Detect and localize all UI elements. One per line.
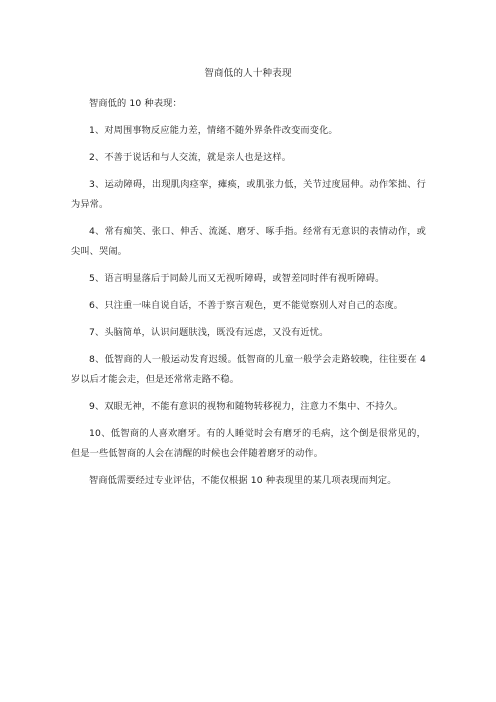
intro-paragraph: 智商低的 10 种表现： [89, 98, 182, 109]
list-item-4: 4、常有痴笑、张口、伸舌、流涎、磨牙、啄手指。经常有无意识的表情动作，或尖叫、哭闹。 [71, 226, 426, 257]
list-item-1: 1、对周围事物反应能力差，情绪不随外界条件改变而变化。 [89, 125, 338, 136]
list-item-7: 7、头脑简单，认识问题肤浅，既没有远虑，又没有近忧。 [89, 327, 329, 338]
document-title: 智商低的人十种表现 [204, 68, 292, 79]
list-item-5: 5、语言明显落后于同龄儿而又无视听障碍，或智差同时伴有视听障碍。 [89, 273, 385, 284]
list-item-2: 2、不善于说话和与人交流，就是亲人也是这样。 [89, 152, 292, 163]
list-item-8: 8、低智商的人一般运动发育迟缓。低智商的儿童一般学会走路较晚，往往要在 4 岁以后才能会走，但是还常常走路不稳。 [71, 354, 426, 385]
list-item-3: 3、运动障碍，出现肌肉痉挛，瘫痪，或肌张力低，关节过度屈伸。动作笨拙、行为异常。 [71, 179, 426, 210]
list-item-10: 10、低智商的人喜欢磨牙。有的人睡觉时会有磨牙的毛病，这个倒是很常见的，但是一些低智商的人会在清醒的时候也会伴随着磨牙的动作。 [71, 428, 426, 459]
list-item-6: 6、只注重一味自说自话，不善于察言观色，更不能觉察别人对自己的态度。 [89, 300, 404, 311]
list-item-9: 9、双眼无神，不能有意识的视物和随物转移视力，注意力不集中、不持久。 [89, 401, 404, 412]
conclusion-paragraph: 智商低需要经过专业评估，不能仅根据 10 种表现里的某几项表现而判定。 [89, 475, 397, 486]
document-body [71, 94, 426, 498]
